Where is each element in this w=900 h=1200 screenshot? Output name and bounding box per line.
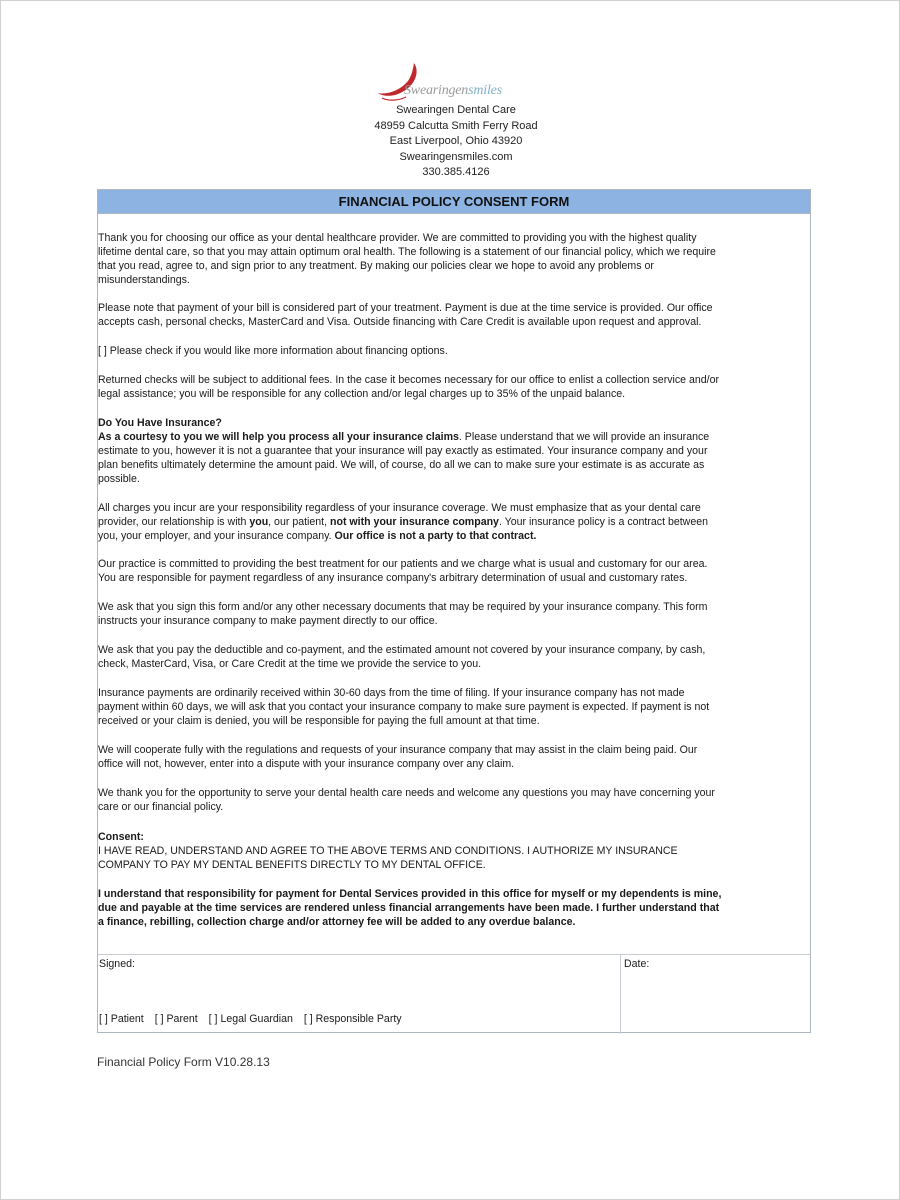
consent-form <box>97 189 811 1033</box>
consent-heading: Consent: <box>98 831 144 843</box>
form-title: FINANCIAL POLICY CONSENT FORM <box>98 190 810 214</box>
text: provider, our relationship is with <box>98 516 250 528</box>
text-line: You are responsible for payment regardless of any insurance company's arbitrary determination of usual and customary rates. <box>98 572 688 584</box>
text-line <box>98 529 810 543</box>
text-line: Our practice is committed to providing the best treatment for our patients and we charge what is usual and customary for our area. <box>98 558 708 570</box>
text-line: I understand that responsibility for payment for Dental Services provided in this office for myself or my dependents is mine, <box>98 888 722 900</box>
text-line: possible. <box>98 473 140 485</box>
text-line <box>98 515 810 529</box>
text-line: care or our financial policy. <box>98 801 224 813</box>
text-line: I HAVE READ, UNDERSTAND AND AGREE TO THE ABOVE TERMS AND CONDITIONS. I AUTHORIZE MY INSURANCE <box>98 845 678 857</box>
insurance-heading: Do You Have Insurance? <box>98 417 222 429</box>
returned-checks-paragraph <box>98 373 810 401</box>
role-patient-checkbox[interactable]: [ ] Patient <box>99 1013 144 1025</box>
address-line-2: East Liverpool, Ohio 43920 <box>389 135 523 147</box>
text: , our patient, <box>268 516 331 528</box>
website: Swearingensmiles.com <box>399 150 513 163</box>
text-line: accepts cash, personal checks, MasterCard and Visa. Outside financing with Care Credit is available upon request and approval. <box>98 316 702 328</box>
customary-rates-paragraph <box>98 557 810 585</box>
text: . Please understand that we will provide an insurance <box>458 431 710 443</box>
role-options <box>99 1013 410 1025</box>
text-line: We thank you for the opportunity to serve your dental health care needs and welcome any questions you may have concerning your <box>98 787 715 799</box>
text-line: a finance, rebilling, collection charge and/or attorney fee will be added to any overdue balance. <box>98 916 576 928</box>
text-line: estimate to you, however it is not a guarantee that your insurance will pay exactly as estimated. Your insurance company and your <box>98 445 708 457</box>
text-line: check, MasterCard, Visa, or Care Credit at the time we provide the service to you. <box>98 658 482 670</box>
text-line: Insurance payments are ordinarily received within 30-60 days from the time of filing. If your insurance company has not made <box>98 687 685 699</box>
text-line: We will cooperate fully with the regulations and requests of your insurance company that may assist in the claim being paid. Our <box>98 744 698 756</box>
bold-text: not with your insurance company <box>330 516 499 528</box>
practice-address-block <box>301 103 611 181</box>
signature-section <box>98 954 810 1034</box>
text-line: payment within 60 days, we will ask that you contact your insurance company to make sure payment is expected. If payment is not <box>98 701 710 713</box>
role-responsible-party-checkbox[interactable]: [ ] Responsible Party <box>303 1013 402 1025</box>
text-line: COMPANY TO PAY MY DENTAL BENEFITS DIRECTLY TO MY DENTAL OFFICE. <box>98 859 486 871</box>
address-line-1: 48959 Calcutta Smith Ferry Road <box>374 119 538 132</box>
role-legal-guardian-checkbox[interactable]: [ ] Legal Guardian <box>208 1013 293 1025</box>
responsibility-paragraph <box>98 887 810 929</box>
signature-field[interactable] <box>98 955 621 1034</box>
practice-logo <box>376 61 546 105</box>
text-line: received or your claim is denied, you will be responsible for paying the full amount at that time. <box>98 715 540 727</box>
phone: 330.385.4126 <box>422 166 490 178</box>
text-line: We ask that you sign this form and/or any other necessary documents that may be required by your insurance company. This form <box>98 601 708 613</box>
text-line: plan benefits ultimately determine the amount paid. We will, of course, do all we can to make sure your estimate is as accurate as <box>98 459 705 471</box>
text-line: due and payable at the time services are rendered unless financial arrangements have been made. I further understand that <box>98 902 720 914</box>
text-line: lifetime dental care, so that you may attain optimum oral health. The following is a statement of our financial policy, which we require <box>98 246 716 258</box>
text-line: office will not, however, enter into a dispute with your insurance company over any claim. <box>98 758 515 770</box>
bold-text: you <box>249 516 269 528</box>
text: you, your employer, and your insurance company. <box>98 530 335 542</box>
bold-text: Our office is not a party to that contract. <box>334 530 537 542</box>
bold-text: As a courtesy to you we will help you process all your insurance claims <box>98 431 459 443</box>
text-line: Thank you for choosing our office as your dental healthcare provider. We are committed to providing you with the highest quality <box>98 232 697 244</box>
text-line: All charges you incur are your responsibility regardless of your insurance coverage. We must emphasize that as your dental care <box>98 502 701 514</box>
form-version-footer: Financial Policy Form V10.28.13 <box>97 1055 270 1069</box>
charges-paragraph <box>98 501 810 543</box>
text-line: Please note that payment of your bill is considered part of your treatment. Payment is due at the time service is provided. Our office <box>98 302 713 314</box>
text-line: Returned checks will be subject to additional fees. In the case it becomes necessary for our office to enlist a collection service and/or <box>98 374 720 386</box>
thank-you-paragraph <box>98 786 810 814</box>
text-line: misunderstandings. <box>98 274 190 286</box>
text-line: instructs your insurance company to make payment directly to our office. <box>98 615 438 627</box>
text-line: We ask that you pay the deductible and co-payment, and the estimated amount not covered by your insurance company, by cash, <box>98 644 706 656</box>
sign-documents-paragraph <box>98 600 810 628</box>
date-field[interactable]: Date: <box>624 958 650 970</box>
text-line: that you read, agree to, and sign prior to any treatment. By making our policies clear we hope to avoid any problems or <box>98 260 654 272</box>
cooperation-paragraph <box>98 743 810 771</box>
text: . Your insurance policy is a contract between <box>498 516 709 528</box>
signed-label: Signed: <box>99 958 135 970</box>
insurance-paragraph <box>98 416 810 486</box>
text-line <box>98 430 810 444</box>
text-line: [ ] Please check if you would like more information about financing options. <box>98 345 448 357</box>
deductible-paragraph <box>98 643 810 671</box>
text-line: legal assistance; you will be responsible for any collection and/or legal charges up to 35% of the unpaid balance. <box>98 388 626 400</box>
insurance-payments-paragraph <box>98 686 810 728</box>
logo-wordmark: Swearingensmiles <box>404 83 502 98</box>
consent-paragraph <box>98 830 810 872</box>
intro-paragraph <box>98 231 810 287</box>
payment-paragraph <box>98 301 810 329</box>
financing-checkbox[interactable] <box>98 344 810 358</box>
practice-name: Swearingen Dental Care <box>396 104 516 116</box>
role-parent-checkbox[interactable]: [ ] Parent <box>154 1013 198 1025</box>
